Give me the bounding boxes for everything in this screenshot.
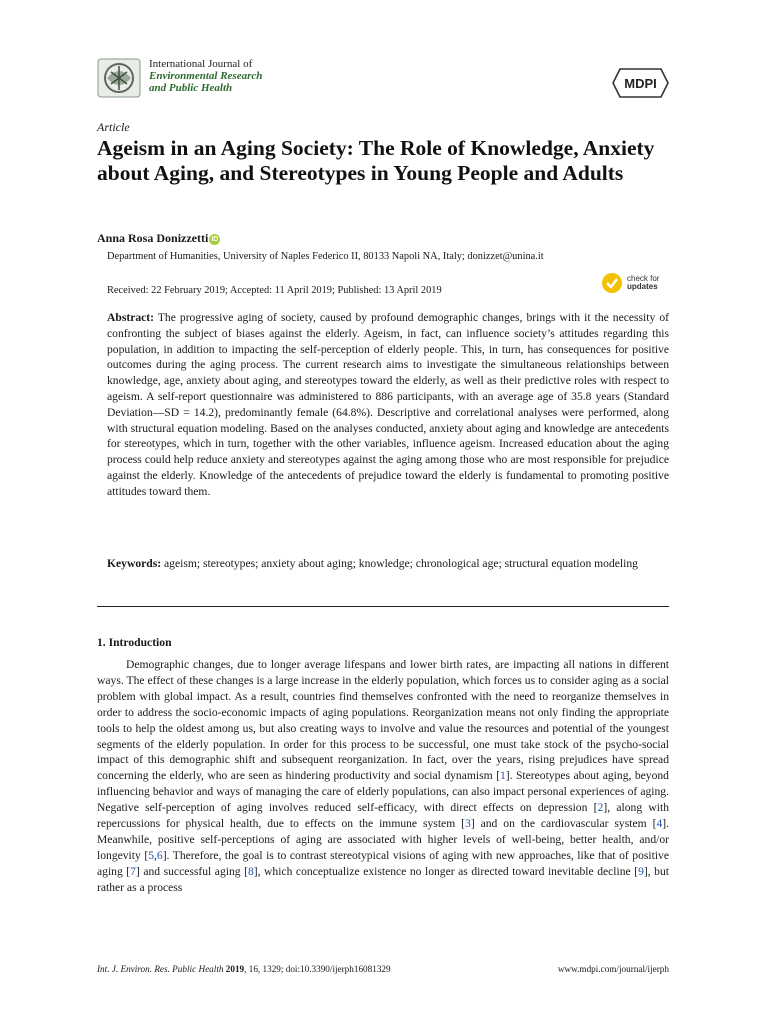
mdpi-logo xyxy=(612,68,669,98)
footer-citation xyxy=(97,964,391,974)
journal-name xyxy=(149,58,262,94)
introduction-paragraph xyxy=(97,657,669,896)
citation-link[interactable]: 6 xyxy=(156,848,163,862)
citation-link[interactable]: 2 xyxy=(597,801,604,815)
text-run: Demographic changes, due to longer average lifespans and lower birth rates, are impacting all nations in different ways. The effect of these changes is a large increase in the elderly population, which forces us to consider aging as a social problem with global impact. As a result, countries find themselves confronted with the need to reorganize themselves in order to address the socio-economic impacts of aging populations. Reorganization means not only finding the appropriate tools to help the oldest among us, but also creating ways to involve and value the resources and potential of the youngest segments of the elderly population. In order for this process to be successful, one must take stock of the psycho-social impact of this demographic shift and subsequent reorganization. In fact, over the years, rising prejudices have spread concerning the elderly, who are seen as hindering productivity and social dynamism [ xyxy=(97,658,669,783)
affiliation: Department of Humanities, University of Naples Federico II, 80133 Napoli NA, Italy; donizzet@unina.it xyxy=(107,251,544,262)
citation-link[interactable]: 3 xyxy=(465,817,471,831)
text-run: ]. Stereotypes about aging, beyond influencing behavior and ways of managing the care of elderly populations, can also impact personal experiences of aging. Negative self-perception of aging involves reduced self-efficacy, with direct effects on depression [ xyxy=(97,769,669,815)
text-run: ], along with repercussions for physical health, due to effects on the immune system [ xyxy=(97,801,669,831)
orcid-icon[interactable]: iD xyxy=(211,236,219,243)
abstract xyxy=(107,310,669,500)
citation-link[interactable]: 1 xyxy=(499,769,506,783)
text-run: ]. Therefore, the goal is to contrast stereotypical visions of aging with new approaches, like that of positive aging [ xyxy=(97,848,669,878)
journal-name-line3: and Public Health xyxy=(149,82,233,94)
check-for-updates-badge[interactable] xyxy=(601,272,659,294)
text-run: ] and on the cardiovascular system [ xyxy=(470,817,657,831)
journal-name-line1: International Journal of xyxy=(149,58,253,70)
citation-link[interactable]: 7 xyxy=(130,864,136,878)
publication-dates: Received: 22 February 2019; Accepted: 11 April 2019; Published: 13 April 2019 xyxy=(107,285,442,296)
keywords-text: ageism; stereotypes; anxiety about aging; knowledge; chronological age; structural equation modeling xyxy=(164,557,638,570)
check-updates-line1: check for xyxy=(627,273,660,283)
author-line xyxy=(97,231,220,246)
citation-link[interactable]: 8 xyxy=(247,864,254,878)
keywords-label: Keywords: xyxy=(107,557,162,570)
section-heading-introduction: 1. Introduction xyxy=(97,636,172,649)
text-run: ] and successful aging [ xyxy=(135,864,248,878)
journal-name-line2: Environmental Research xyxy=(149,70,263,82)
abstract-text: The progressive aging of society, caused by profound demographic changes, brings with it the necessity of confronting the subject of biases against the elderly. Ageism, in fact, can influence society’s attitudes regarding this population, in addition to impacting the self-perception of elderly people. This, in turn, has consequences for positive outcomes during the aging process. The current research aims to investigate the simultaneous relationships between knowledge, age, anxiety about aging, and stereotypes toward the elderly, as well as their predictive roles with respect to ageism. A self-report questionnaire was administered to 886 participants, with an average age of 35.8 years (Standard Deviation—SD = 14.2), predominantly female (64.8%). Descriptive and correlational analyses were performed, along with structural equation modeling. Based on the analyses conducted, anxiety about aging and knowledge are antecedents for stereotypes, which in turn, together with the other variables, influence ageism. Increased education about the aging process could help reduce anxiety and stereotypes against the aging among those who are most responsible for prejudice against the elderly. Knowledge of the antecedents of prejudice toward the elderly is fundamental to promoting positive attitudes toward them. xyxy=(107,311,669,498)
citation-link[interactable]: 4 xyxy=(656,817,663,831)
footer-journal-url[interactable]: www.mdpi.com/journal/ijerph xyxy=(557,964,669,974)
citation-link[interactable]: 5 xyxy=(148,848,154,862)
check-updates-icon xyxy=(601,272,623,294)
author-name: Anna Rosa Donizzetti xyxy=(97,231,209,245)
footer-journal-abbrev: Int. J. Environ. Res. Public Health xyxy=(97,964,224,974)
text-run: ]. Meanwhile, positive self-perceptions of aging are associated with higher levels of well-being, better health, and/or longevity [ xyxy=(97,817,669,862)
mdpi-logo-text: MDPI xyxy=(624,76,657,91)
article-type: Article xyxy=(97,120,130,134)
text-run: ], which conceptualize existence no longer as directed toward inevitable decline [ xyxy=(253,864,639,878)
article-title: Ageism in an Aging Society: The Role of Knowledge, Anxiety about Aging, and Stereotypes in Young People and Adults xyxy=(97,136,655,185)
text-run: , xyxy=(153,848,157,862)
check-updates-line2: updates xyxy=(627,282,658,291)
abstract-label: Abstract: xyxy=(107,311,155,324)
text-run: ], but rather as a process xyxy=(97,864,669,894)
keywords xyxy=(107,556,669,572)
ijerph-journal-logo-icon xyxy=(97,58,141,98)
section-divider xyxy=(97,606,669,607)
footer-volume-doi: , 16, 1329; doi:10.3390/ijerph16081329 xyxy=(244,964,391,974)
citation-link[interactable]: 9 xyxy=(638,864,644,878)
footer-year: 2019 xyxy=(225,964,245,974)
